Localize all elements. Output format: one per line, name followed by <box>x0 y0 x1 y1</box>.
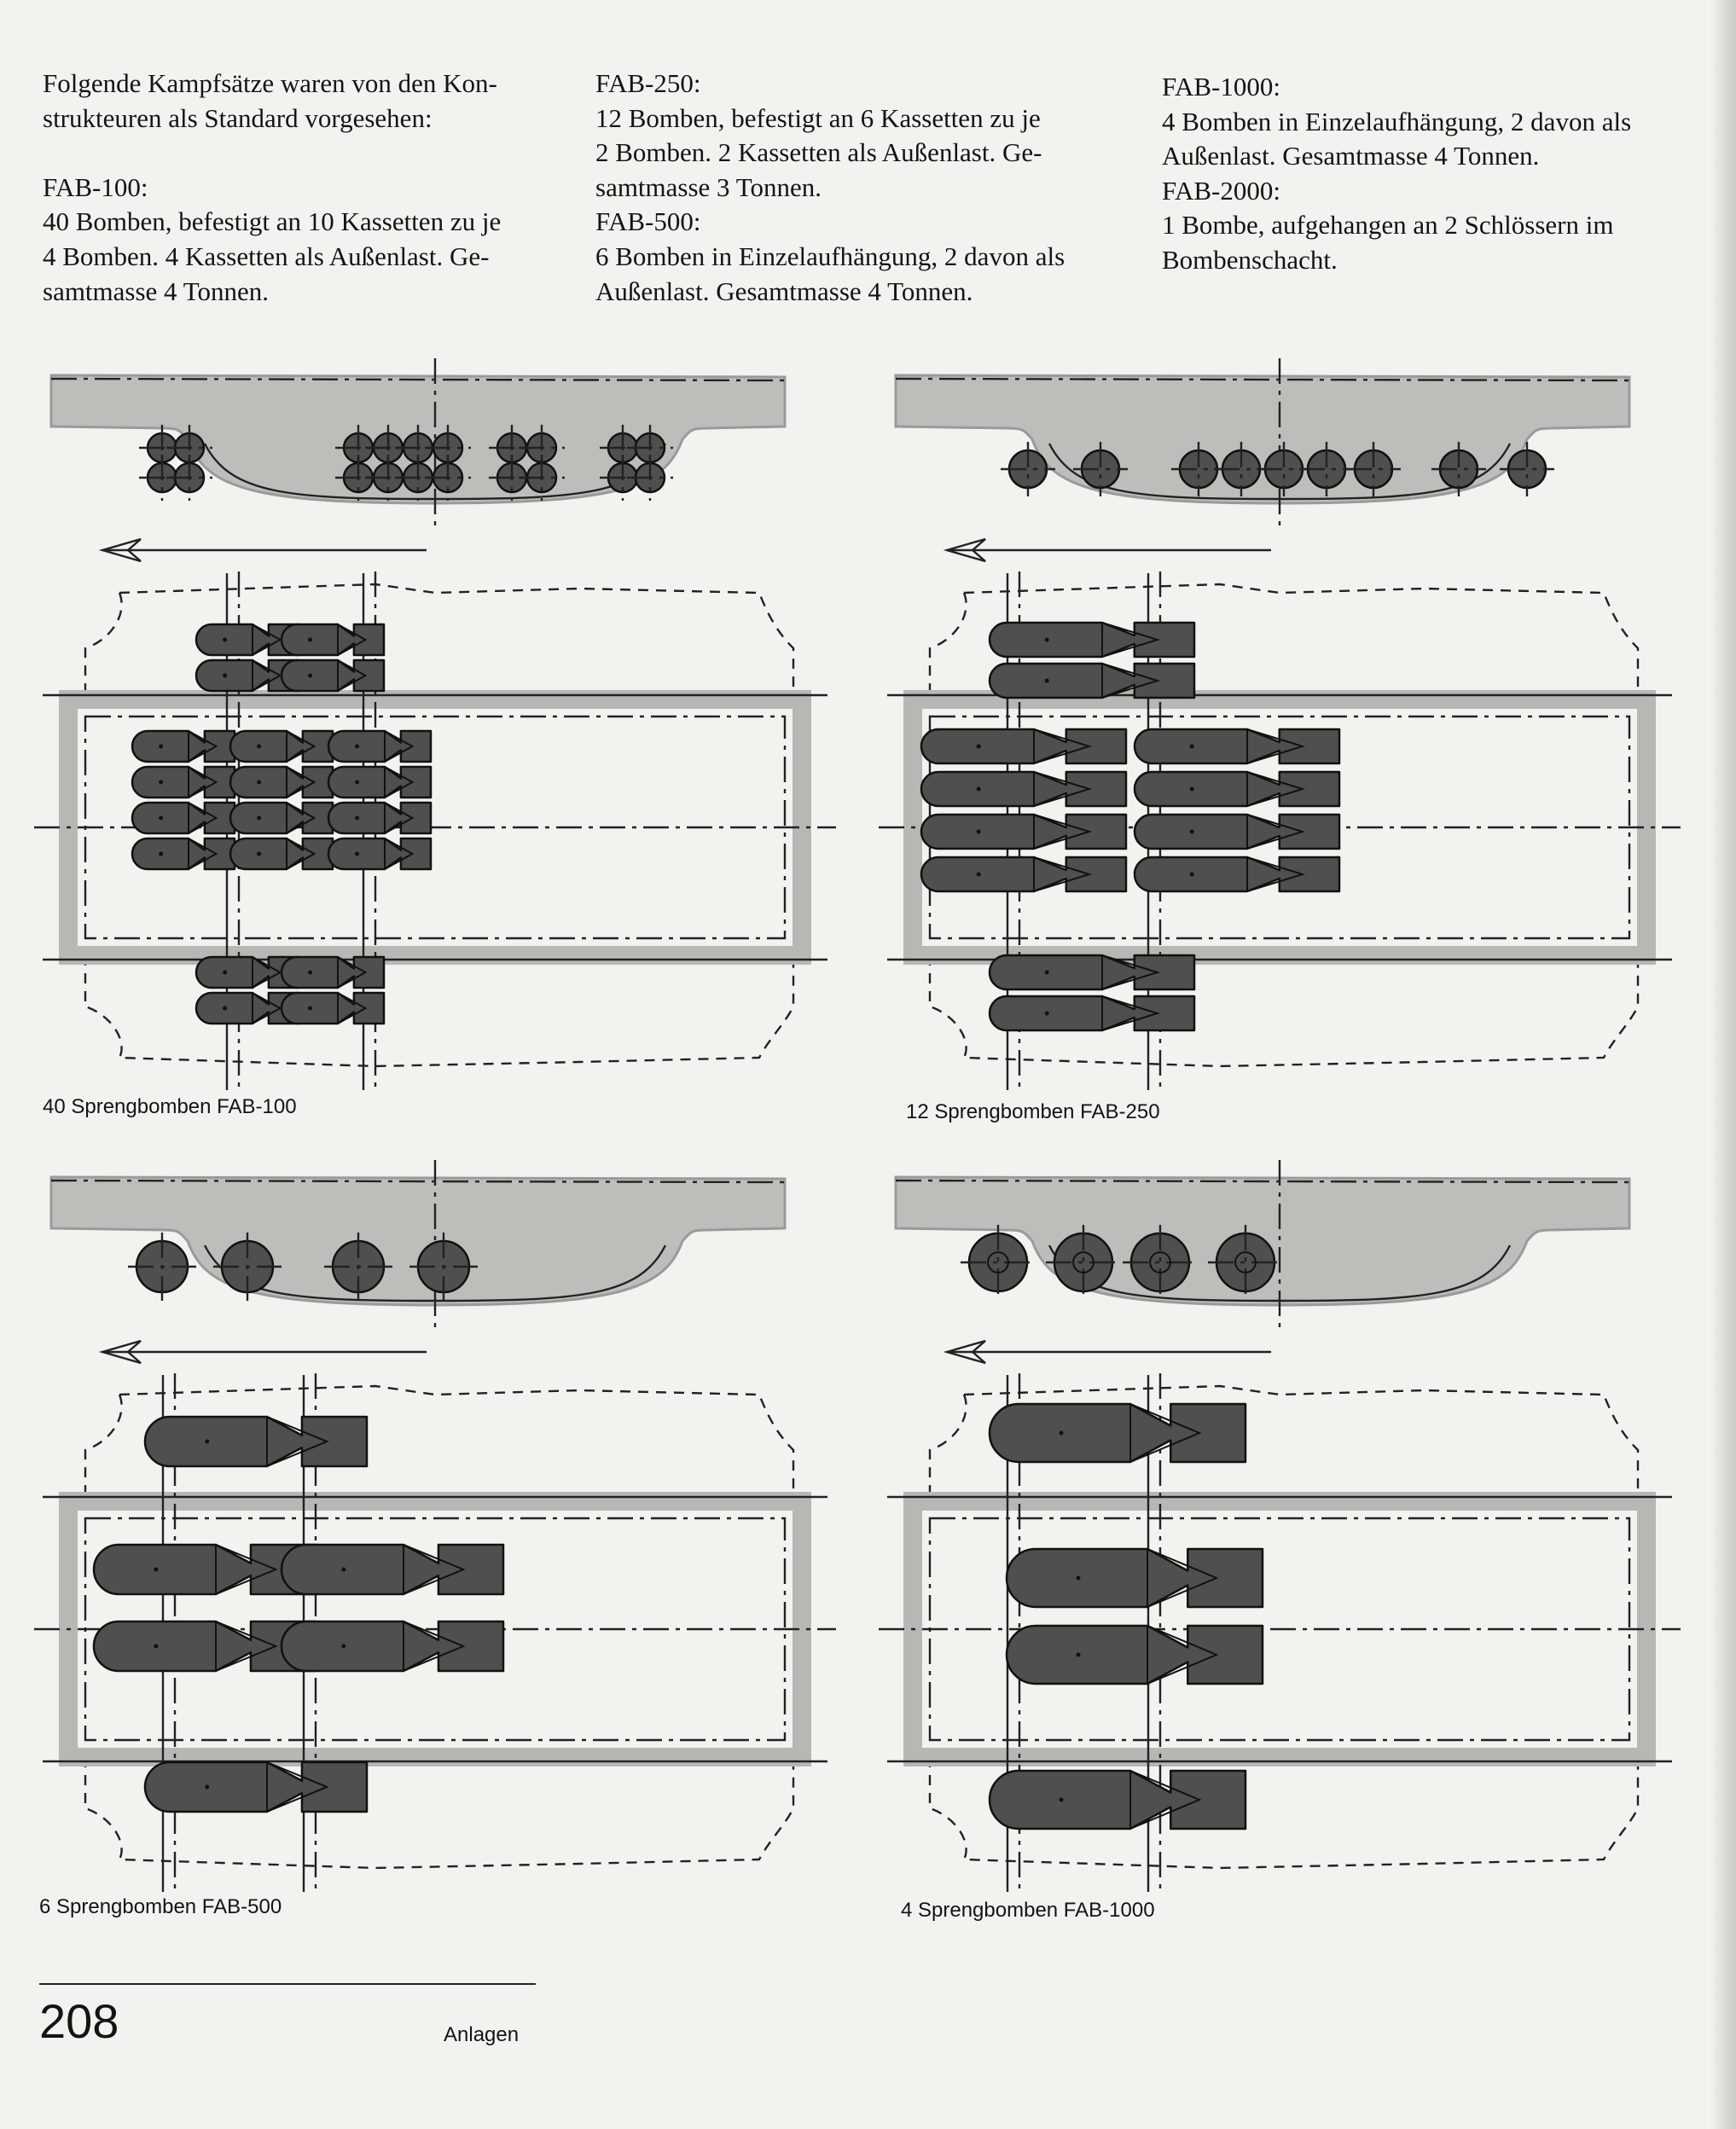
bomb-silhouette <box>990 1404 1245 1462</box>
text-line: Außenlast. Gesamtmasse 4 Tonnen. <box>595 276 973 306</box>
bomb-silhouette <box>230 838 333 869</box>
text-line: Außenlast. Gesamtmasse 4 Tonnen. <box>1162 141 1540 171</box>
plan-outline <box>85 955 793 1066</box>
bomb-silhouette <box>230 767 333 798</box>
bomb-silhouette <box>921 729 1126 763</box>
diagram-caption-fab-250: 12 Sprengbomben FAB-250 <box>906 1100 1160 1123</box>
bomb-silhouette <box>328 838 431 869</box>
bomb-center-dot <box>223 674 227 678</box>
bomb-center-dot <box>223 638 227 642</box>
bomb-center-dot <box>223 971 227 975</box>
bomb-center-dot <box>1190 787 1194 792</box>
bomb-silhouette <box>282 1621 503 1671</box>
bomb-silhouette <box>921 857 1126 891</box>
bomb-center-dot <box>1045 638 1049 642</box>
bomb-silhouette <box>132 767 235 798</box>
text-line: 12 Bomben, befestigt an 6 Kassetten zu je <box>595 102 1041 133</box>
footer-section-title: Anlagen <box>444 2023 520 2046</box>
text-line: samtmasse 3 Tonnen. <box>595 171 822 202</box>
bomb-center-dot <box>977 873 981 877</box>
text-column-1 <box>43 67 546 309</box>
bomb-center-dot <box>355 780 359 785</box>
text-line: strukteuren als Standard vorgesehen: <box>43 102 433 133</box>
plan-outline <box>85 593 122 699</box>
text-line: 6 Bomben in Einzelaufhängung, 2 davon als <box>595 241 1065 271</box>
bomb-center-dot <box>355 816 359 821</box>
diagram-fab-100 <box>34 358 836 1092</box>
bomb-center-dot <box>257 780 261 785</box>
text-column-2 <box>595 67 1107 309</box>
bomb-center-dot <box>1190 830 1194 834</box>
bomb-silhouette <box>990 1771 1245 1829</box>
bomb-center-dot <box>1045 1012 1049 1016</box>
bomb-center-dot <box>341 1645 345 1649</box>
bomb-center-dot <box>205 1785 209 1790</box>
plan-outline <box>930 1395 967 1501</box>
diagram-fab-250 <box>879 358 1681 1092</box>
text-line: 40 Bomben, befestigt an 10 Kassetten zu je <box>43 206 502 237</box>
bomb-center-dot <box>257 745 261 749</box>
text-line: FAB-2000: <box>1162 175 1280 206</box>
bomb-center-dot <box>257 816 261 821</box>
bomb-center-dot <box>355 852 359 856</box>
bomb-center-dot <box>1060 1431 1064 1436</box>
diagram-fab-500 <box>34 1160 836 1894</box>
bomb-center-dot <box>1077 1653 1081 1657</box>
bomb-center-dot <box>308 1006 312 1011</box>
bomb-center-dot <box>1077 1576 1081 1581</box>
page-number: 208 <box>39 1994 119 2048</box>
bomb-silhouette <box>1135 815 1339 849</box>
text-line: FAB-1000: <box>1162 72 1280 102</box>
diagram-caption-fab-1000: 4 Sprengbomben FAB-1000 <box>901 1899 1155 1922</box>
bomb-silhouette <box>328 767 431 798</box>
bomb-center-dot <box>1190 745 1194 749</box>
bomb-center-dot <box>159 816 163 821</box>
bomb-silhouette <box>282 1545 503 1594</box>
bomb-silhouette <box>921 815 1126 849</box>
bomb-center-dot <box>308 971 312 975</box>
bomb-silhouette <box>1135 857 1339 891</box>
bomb-center-dot <box>1045 971 1049 975</box>
bomb-silhouette <box>230 731 333 762</box>
plan-outline <box>930 593 967 699</box>
bomb-silhouette <box>132 731 235 762</box>
text-line: Folgende Kampfsätze waren von den Kon- <box>43 68 497 98</box>
bomb-silhouette <box>990 664 1194 698</box>
bomb-silhouette <box>990 623 1194 657</box>
bomb-silhouette <box>282 993 384 1024</box>
bomb-center-dot <box>223 1006 227 1011</box>
bomb-center-dot <box>154 1645 158 1649</box>
bomb-center-dot <box>205 1440 209 1444</box>
text-line: 2 Bomben. 2 Kassetten als Außenlast. Ge- <box>595 137 1042 168</box>
bomb-silhouette <box>990 955 1194 989</box>
bomb-silhouette <box>132 803 235 833</box>
bomb-center-dot <box>159 780 163 785</box>
bomb-center-dot <box>341 1568 345 1572</box>
bomb-center-dot <box>257 852 261 856</box>
bomb-silhouette <box>282 957 384 988</box>
text-line: FAB-500: <box>595 206 701 237</box>
bomb-center-dot <box>159 852 163 856</box>
bomb-silhouette <box>328 803 431 833</box>
text-line: samtmasse 4 Tonnen. <box>43 276 270 306</box>
bomb-silhouette <box>1135 772 1339 806</box>
bomb-silhouette <box>282 624 384 655</box>
bomb-center-dot <box>977 830 981 834</box>
bomb-silhouette <box>1007 1549 1263 1607</box>
page-edge-shadow <box>1710 0 1736 2129</box>
plan-outline <box>85 1395 122 1501</box>
bomb-silhouette <box>282 660 384 691</box>
bomb-center-dot <box>308 638 312 642</box>
diagram-fab-1000 <box>879 1160 1681 1894</box>
bomb-center-dot <box>977 745 981 749</box>
text-line-blank <box>43 136 546 171</box>
bomb-silhouette <box>1007 1626 1263 1684</box>
bomb-silhouette <box>990 996 1194 1030</box>
diagram-caption-fab-500: 6 Sprengbomben FAB-500 <box>39 1895 282 1918</box>
bomb-silhouette <box>132 838 235 869</box>
bomb-silhouette <box>1135 729 1339 763</box>
bomb-center-dot <box>159 745 163 749</box>
bomb-silhouette <box>145 1417 367 1466</box>
text-line: 1 Bombe, aufgehangen an 2 Schlössern im <box>1162 210 1614 241</box>
footer-rule <box>39 1983 536 1985</box>
bomb-center-dot <box>977 787 981 792</box>
bomb-silhouette <box>328 731 431 762</box>
bomb-silhouette <box>145 1762 367 1812</box>
bomb-center-dot <box>308 674 312 678</box>
bomb-silhouette <box>921 772 1126 806</box>
text-line: FAB-100: <box>43 171 148 202</box>
text-line: 4 Bomben. 4 Kassetten als Außenlast. Ge- <box>43 241 490 271</box>
bomb-center-dot <box>154 1568 158 1572</box>
bomb-silhouette <box>230 803 333 833</box>
text-line: 4 Bomben in Einzelaufhängung, 2 davon als <box>1162 106 1632 136</box>
bomb-center-dot <box>355 745 359 749</box>
text-line: Bombenschacht. <box>1162 244 1338 275</box>
bomb-center-dot <box>1060 1798 1064 1802</box>
bomb-center-dot <box>1045 679 1049 683</box>
text-line: FAB-250: <box>595 68 701 98</box>
bomb-center-dot <box>1190 873 1194 877</box>
diagram-caption-fab-100: 40 Sprengbomben FAB-100 <box>43 1095 297 1118</box>
text-column-3 <box>1162 70 1674 278</box>
